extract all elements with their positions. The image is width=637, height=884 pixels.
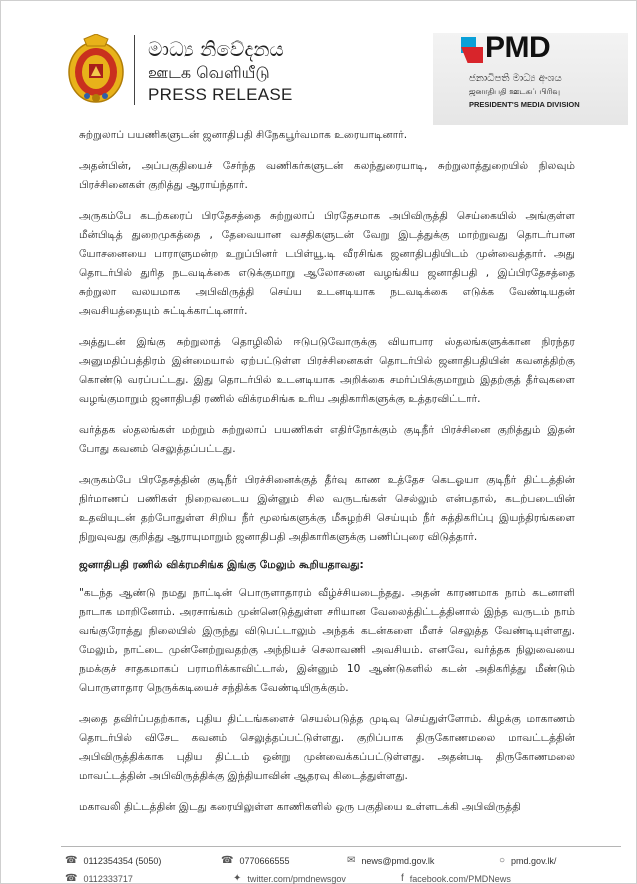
tamil-title: ஊடக வெளியீடு (148, 63, 270, 82)
phone-icon: ☎ (221, 855, 234, 866)
fax-icon: ☎ (65, 873, 78, 884)
paragraph-3: அருகம்பே கடற்கரைப் பிரதேசத்தை சுற்றுலாப் பிரதேசமாக அபிவிருத்தி செய்கையில் அங்குள்ள மீன்பிடித் துறைமுகத்தை , தேவையான வசதிகளுடன் வேறு இடத்துக்கு மாற்றுவது தொடர்பான யோசனையை பாராளுமன்ற உறுப்பினர் டபிள்யூ.டி வீரசிங்க ஜனாதிபதியிடம் முன்வைத்தார். அது தொடர்பில் துரித நடவடிக்கை எடுக்குமாறு ஆலோசனை வழங்கிய ஜனாதிபதி , இப்பிரதேசத்தை சுற்றுலா வலயமாக அபிவிருத்தி செய்ய உடனடியாக நடவடிக்கை எடுக்க வேண்டியதன் அவசியத்தையும் சுட்டிக்காட்டினார். (79, 210, 575, 317)
paragraph-4: அத்துடன் இங்கு சுற்றுலாத் தொழிலில் ஈடுபடுவோருக்கு வியாபார ஸ்தலங்களுக்கான நிரந்தர அனுமதிப்பத்திரம் இன்மையால் ஏற்பட்டுள்ள பிரச்சினைகள் தொடர்பில் ஜனாதிபதியின் கவனத்திற்கு கொண்டு வரப்பட்டது. இது தொடர்பில் உடனடியாக அறிக்கை சமர்ப்பிக்குமாறும் இதற்குத் தீர்வுகளை வழங்குமாறும் ஜனாதிபதி ரணில் விக்ரமசிங்க உரிய அதிகாரிகளுக்கு உத்தரவிட்டார். (79, 336, 575, 405)
sri-lanka-emblem-icon (67, 34, 125, 106)
paragraph-2: அதன்பின், அப்பகுதியைச் சேர்ந்த வணிகர்களுடன் கலந்துரையாடி, சுற்றுலாத்துறையில் நிலவும் பிரச்சினைகள் குறித்து ஆராய்ந்தார். (79, 160, 575, 191)
globe-icon: ○ (499, 855, 506, 866)
phone-2-text: 0770666555 (239, 855, 290, 866)
paragraph-9: மகாவலி திட்டத்தின் இடது கரையிலுள்ள காணிகளில் ஒரு பகுதியை உள்ளடக்கி அபிவிருத்தி (79, 801, 521, 813)
press-release-body (79, 126, 575, 829)
twitter-text[interactable]: twitter.com/pmdnewsgov (247, 873, 346, 884)
paragraph-8: அதை தவிர்ப்பதற்காக, புதிய திட்டங்களைச் செயல்படுத்த முடிவு செய்துள்ளோம். கிழக்கு மாகாணம் தொடர்பில் விசேட கவனம் செலுத்தப்பட்டுள்ளது. குறிப்பாக திருகோணமலை மாவட்டத்தின் அபிவிருத்திக்காக புதிய திட்டம் ஒன்று முன்வைக்கப்பட்டுள்ளது. அதன்படி திருகோணமலை மாவட்டத்தின் அபிவிருத்திக்கு இந்தியாவின் ஆதரவு கிடைத்துள்ளது. (79, 713, 575, 782)
paragraph-6: அருகம்பே பிரதேசத்தின் குடிநீர் பிரச்சினைக்குத் தீர்வு காண உத்தேச கெடஓயா குடிநீர் திட்டத்தின் நிர்மாணப் பணிகள் நிறைவடைய இன்னும் சில வருடங்கள் செல்லும் என்பதால், கடற்படையின் உதவியுடன் தற்போதுள்ள சிறிய நீர் மூலங்களுக்கு மீசுழற்சி செய்யும் நீர் சுத்திகரிப்பு இயந்திரங்களை நிறுவுவது குறித்து ஆராயுமாறும் ஜனாதிபதி அதிகாரிகளுக்கு பணிப்புரை விடுத்தார். (79, 474, 575, 543)
fax-text: 0112333717 (83, 873, 133, 884)
paragraph-1: சுற்றுலாப் பயணிகளுடன் ஜனாதிபதி சிநேகபூர்வமாக உரையாடினார். (79, 129, 408, 141)
mail-icon: ✉ (347, 855, 356, 866)
footer-fax (65, 873, 133, 884)
footer-facebook[interactable] (401, 873, 511, 884)
footer-web[interactable] (499, 855, 556, 866)
twitter-icon: ✦ (233, 873, 242, 884)
footer-divider (61, 846, 621, 847)
paragraph-7: "கடந்த ஆண்டு நமது நாட்டின் பொருளாதாரம் வீழ்ச்சியடைந்தது. அதன் காரணமாக நாம் கடனாளி நாடாக மாறினோம். அரசாங்கம் முன்னெடுத்துள்ள சரியான வேலைத்திட்டத்தினால் இந்த வருடம் நாம் வங்குரோத்து நிலையில் இருந்து விடுபட்டாலும் அந்தக் கடன்களை மீளச் செலுத்த வேண்டியுள்ளது. மேலும், நாட்டை முன்னேற்றுவதற்கு அந்நியச் செலாவணி அவசியம். எனவே, வர்த்தக நிலுவையை நமக்குச் சாதகமாகப் பராமரிக்காவிட்டால், இன்னும் 10 ஆண்டுகளில் கடன் அதிகரித்து மீண்டும் பொருளாதார நெருக்கடியைச் சந்திக்க வேண்டியிருக்கும். (79, 587, 575, 694)
phone-icon: ☎ (65, 855, 78, 866)
header-divider (134, 35, 135, 105)
footer-email[interactable] (347, 855, 434, 866)
english-title: PRESS RELEASE (148, 85, 293, 104)
footer-phone-1 (65, 855, 161, 866)
paragraph-5: வர்த்தக ஸ்தலங்கள் மற்றும் சுற்றுலாப் பயணிகள் எதிர்நோக்கும் குடிநீர் பிரச்சினை குறித்தும் இதன் போது கவனம் செலுத்தப்பட்டது. (79, 424, 575, 455)
web-text[interactable]: pmd.gov.lk/ (511, 855, 557, 866)
facebook-text[interactable]: facebook.com/PMDNews (409, 873, 511, 884)
pmd-sinhala-name: ජනාධිපති මාධ්‍ය අංශය (469, 73, 562, 84)
phone-1-text: 0112354354 (5050) (83, 855, 162, 866)
footer-phone-2 (221, 855, 290, 866)
sinhala-title: මාධ්‍ය නිවේදනය (148, 37, 284, 61)
footer-twitter[interactable] (233, 873, 346, 884)
pmd-logo: PMD (485, 31, 551, 64)
email-text[interactable]: news@pmd.gov.lk (361, 855, 435, 866)
section-heading: ஜனாதிபதி ரணில் விக்ரமசிங்க இங்கு மேலும் கூறியதாவது: (79, 559, 364, 571)
pmd-tamil-name: ஜனாதிபதி ஊடகப் பிரிவு (469, 87, 560, 96)
facebook-icon: f (401, 873, 404, 884)
pmd-english-name: PRESIDENT'S MEDIA DIVISION (469, 100, 580, 109)
